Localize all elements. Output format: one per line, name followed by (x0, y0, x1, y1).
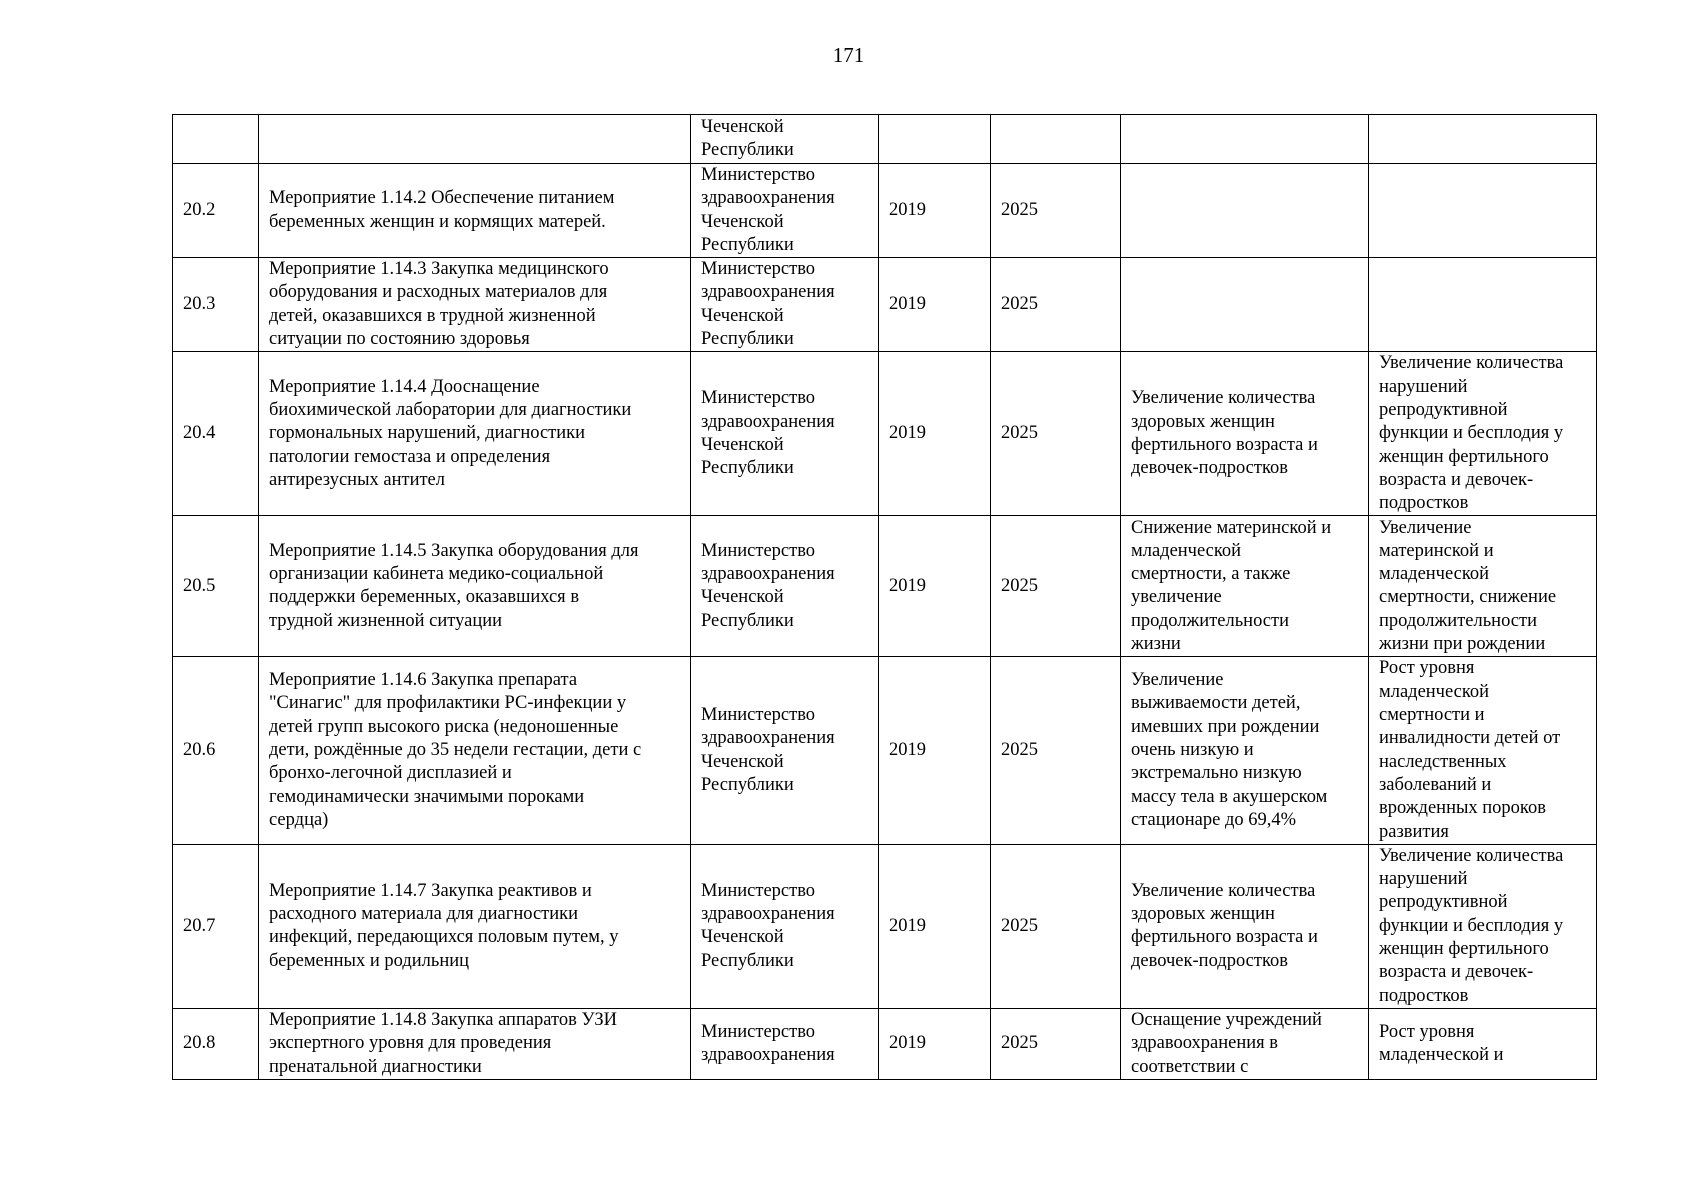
executor-cell (691, 1008, 879, 1079)
activity-cell-text: Мероприятие 1.14.2 Обеспечение питанием беременных женщин и кормящих матерей. (269, 188, 615, 232)
activity-cell-text: Мероприятие 1.14.4 Дооснащение биохимической лаборатории для диагностики гормональных нарушений, диагностики патологии гемостаза и определения антирезусных антител (269, 376, 632, 490)
consequence-cell (1369, 258, 1597, 352)
activity-cell-text: Мероприятие 1.14.7 Закупка реактивов и расходного материала для диагностики инфекций, передающихся половым путем, у беременных и родильниц (269, 880, 619, 971)
row-number-cell (173, 115, 259, 164)
activity-cell (259, 657, 691, 844)
table-row (173, 258, 1597, 352)
row-number-cell (173, 657, 259, 844)
expected-result-cell-text: Оснащение учреждений здравоохранения в соответствии с (1131, 1009, 1322, 1077)
row-number-cell-text: 20.3 (183, 294, 216, 315)
end-year-cell (991, 115, 1121, 164)
consequence-cell-text: Увеличение количества нарушений репродуктивной функции и бесплодия у женщин фертильного возраста и девочек- подростков (1379, 353, 1564, 514)
end-year-cell-text: 2025 (1001, 1033, 1038, 1054)
consequence-cell (1369, 516, 1597, 657)
expected-result-cell (1121, 352, 1369, 516)
start-year-cell (879, 258, 991, 352)
consequence-cell-text: Рост уровня младенческой и (1379, 1021, 1504, 1065)
consequence-cell (1369, 1008, 1597, 1079)
row-number-cell-text: 20.2 (183, 199, 216, 220)
end-year-cell-text: 2025 (1001, 575, 1038, 596)
executor-cell-text: Чеченской Республики (701, 116, 794, 160)
end-year-cell-text: 2025 (1001, 915, 1038, 936)
consequence-cell (1369, 164, 1597, 258)
activity-cell (259, 352, 691, 516)
end-year-cell (991, 258, 1121, 352)
activity-cell (259, 164, 691, 258)
expected-result-cell-text: Увеличение количества здоровых женщин фертильного возраста и девочек-подростков (1131, 880, 1318, 971)
activity-cell (259, 516, 691, 657)
expected-result-cell (1121, 164, 1369, 258)
expected-result-cell (1121, 1008, 1369, 1079)
activity-cell-text: Мероприятие 1.14.6 Закупка препарата "Синагис" для профилактики РС-инфекции у детей групп высокого риска (недоношенные дети, рождённые до 35 недели гестации, дети с бронхо-легочной дисплазией и гемодинамически значимыми пороками сердца) (269, 670, 642, 830)
table-row (173, 352, 1597, 516)
row-number-cell-text: 20.7 (183, 915, 216, 936)
start-year-cell (879, 352, 991, 516)
row-number-cell (173, 516, 259, 657)
activity-cell-text: Мероприятие 1.14.3 Закупка медицинского оборудования и расходных материалов для детей, оказавшихся в трудной жизненной ситуации по состоянию здоровья (269, 259, 609, 350)
table-row (173, 164, 1597, 258)
executor-cell (691, 258, 879, 352)
start-year-cell (879, 516, 991, 657)
end-year-cell-text: 2025 (1001, 423, 1038, 444)
start-year-cell-text: 2019 (889, 1033, 926, 1054)
row-number-cell-text: 20.8 (183, 1033, 216, 1054)
row-number-cell (173, 258, 259, 352)
activity-cell (259, 258, 691, 352)
executor-cell (691, 352, 879, 516)
consequence-cell (1369, 844, 1597, 1008)
executor-cell-text: Министерство здравоохранения Чеченской Республики (701, 880, 835, 971)
start-year-cell-text: 2019 (889, 294, 926, 315)
executor-cell-text: Министерство здравоохранения Чеченской Республики (701, 540, 835, 631)
consequence-cell-text: Рост уровня младенческой смертности и инвалидности детей от наследственных заболеваний и врожденных пороков развития (1379, 658, 1561, 842)
table-row (173, 516, 1597, 657)
expected-result-cell (1121, 516, 1369, 657)
expected-result-cell (1121, 258, 1369, 352)
start-year-cell-text: 2019 (889, 915, 926, 936)
measures-table (172, 114, 1597, 1080)
row-number-cell (173, 844, 259, 1008)
activity-cell (259, 1008, 691, 1079)
executor-cell-text: Министерство здравоохранения Чеченской Республики (701, 259, 835, 350)
row-number-cell-text: 20.4 (183, 423, 216, 444)
end-year-cell (991, 516, 1121, 657)
executor-cell (691, 657, 879, 844)
expected-result-cell (1121, 657, 1369, 844)
consequence-cell-text: Увеличение количества нарушений репродуктивной функции и бесплодия у женщин фертильного возраста и девочек- подростков (1379, 845, 1564, 1006)
activity-cell-text: Мероприятие 1.14.5 Закупка оборудования для организации кабинета медико-социальной поддержки беременных, оказавшихся в трудной жизненной ситуации (269, 540, 639, 631)
expected-result-cell (1121, 844, 1369, 1008)
executor-cell (691, 115, 879, 164)
expected-result-cell-text: Снижение материнской и младенческой смертности, а также увеличение продолжительности жизни (1131, 517, 1332, 655)
start-year-cell (879, 657, 991, 844)
end-year-cell (991, 164, 1121, 258)
start-year-cell-text: 2019 (889, 575, 926, 596)
consequence-cell-text: Увеличение материнской и младенческой смертности, снижение продолжительности жизни при рождении (1379, 517, 1557, 655)
executor-cell (691, 844, 879, 1008)
executor-cell-text: Министерство здравоохранения (701, 1021, 835, 1065)
page-number: 171 (832, 43, 865, 67)
activity-cell (259, 115, 691, 164)
expected-result-cell (1121, 115, 1369, 164)
row-number-cell (173, 352, 259, 516)
end-year-cell-text: 2025 (1001, 739, 1038, 760)
executor-cell-text: Министерство здравоохранения Чеченской Республики (701, 705, 835, 795)
start-year-cell (879, 164, 991, 258)
start-year-cell-text: 2019 (889, 199, 926, 220)
start-year-cell-text: 2019 (889, 423, 926, 444)
expected-result-cell-text: Увеличение количества здоровых женщин фертильного возраста и девочек-подростков (1131, 388, 1318, 479)
consequence-cell (1369, 352, 1597, 516)
expected-result-cell-text: Увеличение выживаемости детей, имевших при рождении очень низкую и экстремально низкую массу тела в акушерском стационаре до 69,4% (1131, 670, 1328, 830)
row-number-cell-text: 20.6 (183, 739, 216, 760)
end-year-cell (991, 844, 1121, 1008)
table-row (173, 844, 1597, 1008)
executor-cell (691, 516, 879, 657)
end-year-cell (991, 657, 1121, 844)
row-number-cell (173, 164, 259, 258)
start-year-cell (879, 1008, 991, 1079)
executor-cell (691, 164, 879, 258)
start-year-cell (879, 844, 991, 1008)
activity-cell (259, 844, 691, 1008)
consequence-cell (1369, 115, 1597, 164)
table-body (173, 115, 1597, 1080)
consequence-cell (1369, 657, 1597, 844)
table-row (173, 115, 1597, 164)
start-year-cell (879, 115, 991, 164)
table-row (173, 657, 1597, 844)
end-year-cell-text: 2025 (1001, 199, 1038, 220)
row-number-cell-text: 20.5 (183, 575, 216, 596)
end-year-cell-text: 2025 (1001, 294, 1038, 315)
end-year-cell (991, 1008, 1121, 1079)
row-number-cell (173, 1008, 259, 1079)
start-year-cell-text: 2019 (889, 739, 926, 760)
table-row (173, 1008, 1597, 1079)
executor-cell-text: Министерство здравоохранения Чеченской Республики (701, 165, 835, 255)
end-year-cell (991, 352, 1121, 516)
executor-cell-text: Министерство здравоохранения Чеченской Республики (701, 388, 835, 479)
activity-cell-text: Мероприятие 1.14.8 Закупка аппаратов УЗИ экспертного уровня для проведения пренатальной диагностики (269, 1009, 617, 1077)
